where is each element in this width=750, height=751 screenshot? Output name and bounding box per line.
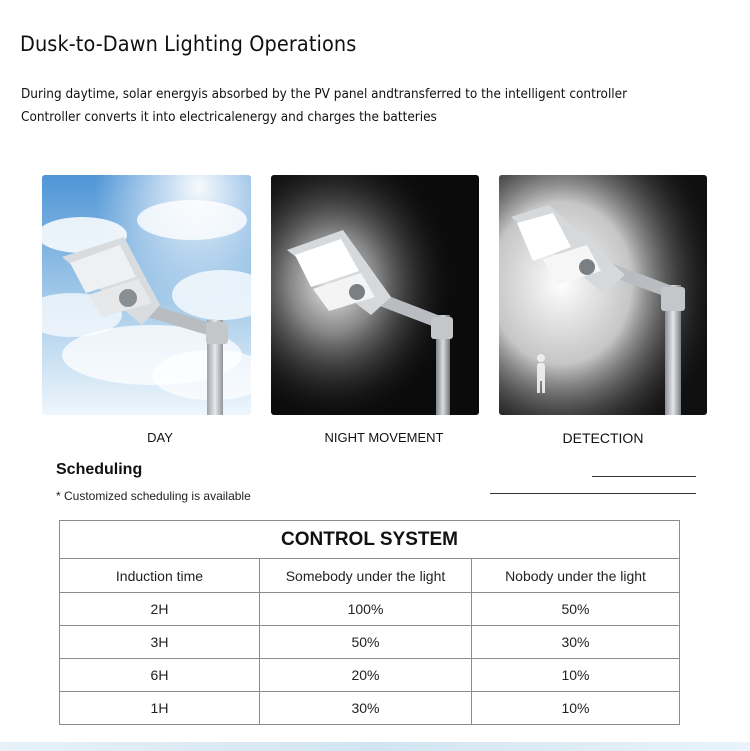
header-somebody: Somebody under the light	[260, 559, 472, 593]
night-lamp-image	[271, 175, 479, 415]
cell-nobody: 30%	[472, 626, 680, 659]
detection-lamp-image	[499, 175, 707, 415]
table-row	[60, 593, 680, 626]
description-line-2: Controller converts it into electricalenergy and charges the batteries	[21, 110, 437, 125]
cell-nobody: 10%	[472, 692, 680, 725]
scheduling-title: Scheduling	[56, 461, 143, 478]
caption-detection: DETECTION	[562, 430, 644, 446]
cell-time: 3H	[60, 626, 260, 659]
header-induction-time: Induction time	[60, 559, 260, 593]
table-row	[60, 626, 680, 659]
table-row	[60, 659, 680, 692]
bottom-decoration	[0, 742, 750, 751]
cell-nobody: 10%	[472, 659, 680, 692]
page-title: Dusk-to-Dawn Lighting Operations	[20, 32, 357, 56]
decorative-divider	[592, 476, 696, 477]
cell-somebody: 100%	[260, 593, 472, 626]
cell-time: 6H	[60, 659, 260, 692]
header-nobody: Nobody under the light	[472, 559, 680, 593]
caption-day: DAY	[147, 430, 173, 445]
decorative-divider	[490, 493, 696, 494]
description-line-1: During daytime, solar energyis absorbed by the PV panel andtransferred to the intelligent controller	[21, 87, 628, 102]
scheduling-note: * Customized scheduling is available	[56, 489, 251, 503]
table-title: CONTROL SYSTEM	[60, 521, 680, 559]
cell-somebody: 20%	[260, 659, 472, 692]
control-system-table	[59, 520, 680, 725]
caption-night-movement: NIGHT MOVEMENT	[324, 430, 444, 445]
table-row	[60, 692, 680, 725]
cell-time: 2H	[60, 593, 260, 626]
cell-nobody: 50%	[472, 593, 680, 626]
day-lamp-image	[42, 175, 251, 415]
cell-somebody: 30%	[260, 692, 472, 725]
cell-time: 1H	[60, 692, 260, 725]
cell-somebody: 50%	[260, 626, 472, 659]
